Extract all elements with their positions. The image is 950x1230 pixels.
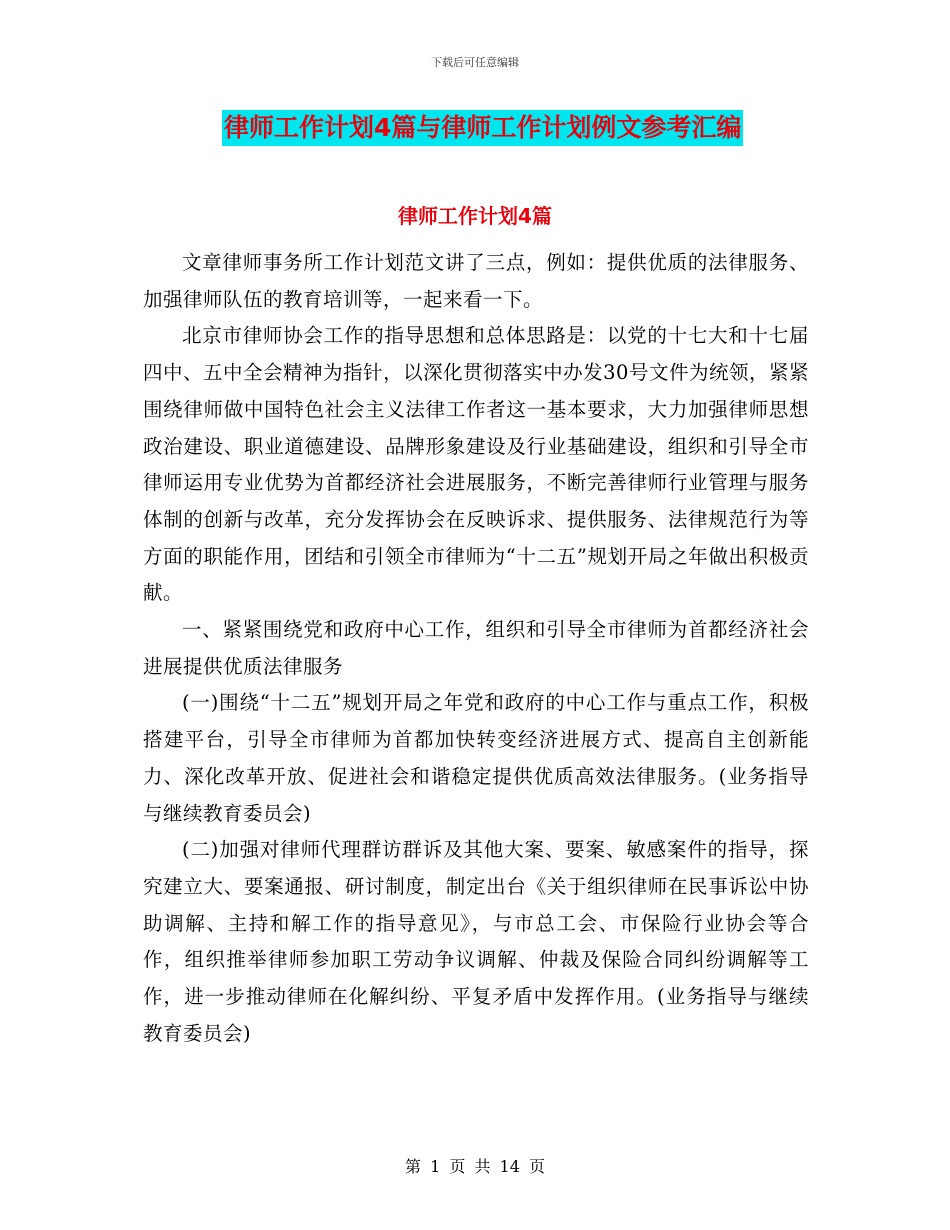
document-main-title: 律师工作计划4篇与律师工作计划例文参考汇编	[222, 110, 743, 146]
page-number-footer: 第 1 页 共 14 页	[405, 1157, 545, 1176]
paragraph-guiding-ideology: 北京市律师协会工作的指导思想和总体思路是：以党的十七大和十七届四中、五中全会精神为指针，以深化贯彻落实中办发30号文件为统领，紧紧围绕律师做中国特色社会主义法律工作者这一基本要求，大力加强律师思想政治建设、职业道德建设、品牌形象建设及行业基础建设，组织和引导全市律师运用专业优势为首都经济社会进展服务，不断完善律师行业管理与服务体制的创新与改革，充分发挥协会在反映诉求、提供服务、法律规范行为等方面的职能作用，团结和引领全市律师为“十二五”规划开局之年做出积极贡献。	[143, 324, 809, 605]
paragraph-item-two: (二)加强对律师代理群访群诉及其他大案、要案、敏感案件的指导，探究建立大、要案通报、研讨制度，制定出台《关于组织律师在民事诉讼中协助调解、主持和解工作的指导意见》，与市总工会、市保险行业协会等合作，组织推举律师参加职工劳动争议调解、仲裁及保险合同纠纷调解等工作，进一步推动律师在化解纠纷、平复矛盾中发挥作用。(业务指导与继续教育委员会)	[143, 838, 809, 1045]
document-body	[143, 245, 809, 1052]
paragraph-item-one: (一)围绕“十二五”规划开局之年党和政府的中心工作与重点工作，积极搭建平台，引导全市律师为首都加快转变经济进展方式、提高自主创新能力、深化改革开放、促进社会和谐稳定提供优质高效法律服务。(业务指导与继续教育委员会)	[143, 691, 809, 825]
header-note: 下载后可任意编辑	[431, 56, 519, 69]
document-sub-title: 律师工作计划4篇	[398, 204, 552, 228]
paragraph-intro: 文章律师事务所工作计划范文讲了三点，例如：提供优质的法律服务、加强律师队伍的教育培训等，一起来看一下。	[143, 251, 809, 311]
paragraph-section-one-heading: 一、紧紧围绕党和政府中心工作，组织和引导全市律师为首都经济社会进展提供优质法律服务	[143, 618, 809, 678]
